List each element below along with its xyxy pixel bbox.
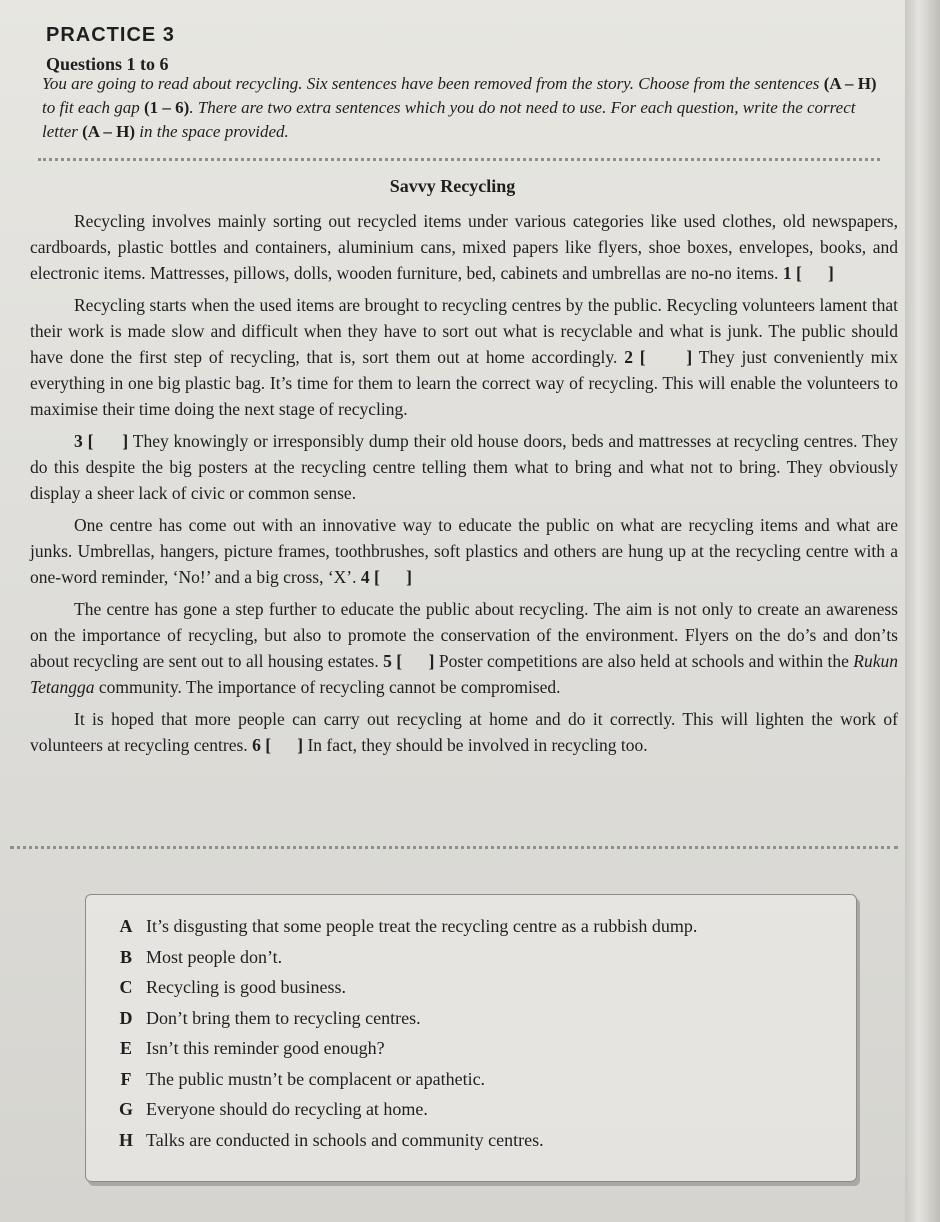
- practice-title: PRACTICE 3: [46, 24, 175, 46]
- paragraph-2-text-a: Recycling starts when the used items are brought to recycling centres by the public. Recycling volunteers lament that their work is made slow and difficult when they have to sort out what is recyclable and what is junk. The public should have done the first step of recycling, that is, sort them out at home accordingly.: [30, 295, 898, 367]
- option-g: [106, 1094, 846, 1125]
- paragraph-3-text: They knowingly or irresponsibly dump their old house doors, beds and mattresses at recycling centres. They do this despite the big posters at the recycling centre telling them what to bring and what not to bring. They obviously display a sheer lack of civic or common sense.: [30, 431, 898, 503]
- top-dotted-divider: [38, 158, 880, 161]
- story-title: Savvy Recycling: [389, 176, 516, 196]
- paragraph-6-text-b: In fact, they should be involved in recycling too.: [303, 735, 648, 755]
- paragraph-4: [30, 512, 898, 590]
- paragraph-2-text-b: They just conveniently mix everything in one big plastic bag. It’s time for them to learn the correct way of recycling. This will enable the volunteers to maximise their time doing the next stage of recycling.: [30, 347, 898, 419]
- option-text: Talks are conducted in schools and community centres.: [146, 1129, 544, 1150]
- options-list: [106, 911, 846, 1155]
- paragraph-3: [30, 428, 898, 506]
- paragraph-5-text-c: community. The importance of recycling cannot be compromised.: [94, 677, 561, 697]
- letter-range-repeat: (A – H): [82, 122, 136, 141]
- option-letter: A: [119, 916, 133, 936]
- option-letter: E: [119, 1038, 132, 1058]
- option-text: Everyone should do recycling at home.: [146, 1099, 428, 1119]
- paragraph-5: [30, 596, 898, 700]
- option-letter: F: [120, 1068, 132, 1089]
- option-f: [106, 1064, 846, 1095]
- options-box: [85, 894, 857, 1182]
- option-letter: H: [118, 1129, 133, 1150]
- option-e: [106, 1033, 846, 1064]
- paragraph-1-text: Recycling involves mainly sorting out recycled items under various categories like used clothes, old newspapers, cardboards, plastic bottles and containers, aluminium cans, mixed papers like flyers, shoe boxes, envelopes, books, and electronic items. Mattresses, pillows, dolls, wooden furniture, bed, cabinets and umbrellas are no-no items.: [30, 211, 898, 283]
- option-text: Recycling is good business.: [146, 977, 346, 997]
- option-text: Most people don’t.: [146, 946, 283, 967]
- gap-4[interactable]: 4 [ ]: [360, 567, 412, 587]
- bottom-dotted-divider: [10, 846, 898, 849]
- gap-5[interactable]: 5 [ ]: [383, 651, 435, 671]
- paragraph-5-text-b: Poster competitions are also held at schools and within the: [434, 651, 854, 671]
- option-letter: D: [119, 1007, 133, 1028]
- rukun-tetangga: Rukun Tetangga: [30, 651, 898, 697]
- letter-range: (A – H): [823, 74, 877, 93]
- gap-1[interactable]: 1 [ ]: [782, 263, 834, 283]
- option-d: [106, 1003, 846, 1034]
- option-b: [106, 942, 846, 973]
- option-letter: G: [118, 1099, 133, 1119]
- instructions: [42, 72, 887, 144]
- instructions-part-4: in the space provided.: [135, 122, 289, 141]
- paragraph-4-text: One centre has come out with an innovative way to educate the public on what are recycling items and what are junks. Umbrellas, hangers, picture frames, toothbrushes, soft plastics and others are hung up at the recycling centre with a one-word reminder, ‘No!’ and a big cross, ‘X’.: [30, 515, 898, 587]
- gap-3[interactable]: 3 [ ]: [74, 431, 129, 451]
- instructions-part-3: . There are two extra sentences which you do not need to use. For each question, write the correct letter: [42, 98, 856, 141]
- option-text: Don’t bring them to recycling centres.: [146, 1007, 421, 1028]
- paragraph-2: [30, 292, 898, 422]
- paragraph-5-text-a: The centre has gone a step further to educate the public about recycling. The aim is not only to create an awareness on the importance of recycling, but also to promote the conservation of the environment. Flyers on the do’s and don’ts about recycling are sent out to all housing estates.: [30, 599, 898, 671]
- paragraph-6-text-a: It is hoped that more people can carry out recycling at home and do it correctly. This will lighten the work of volunteers at recycling centres.: [30, 709, 898, 755]
- option-h: [106, 1125, 846, 1156]
- gap-2[interactable]: 2 [ ]: [624, 347, 693, 367]
- option-letter: C: [119, 977, 133, 997]
- story-body: [30, 208, 898, 764]
- instructions-part-1: You are going to read about recycling. Six sentences have been removed from the story. Choose from the sentences: [42, 74, 824, 93]
- paragraph-6: [30, 706, 898, 758]
- paragraph-1: [30, 208, 898, 286]
- book-spine: [905, 0, 940, 1222]
- option-text: The public mustn’t be complacent or apathetic.: [146, 1068, 486, 1089]
- questions-heading: Questions 1 to 6: [46, 54, 169, 74]
- option-text: Isn’t this reminder good enough?: [146, 1038, 385, 1058]
- instructions-part-2: to fit each gap: [42, 98, 144, 117]
- gap-6[interactable]: 6 [ ]: [252, 735, 304, 755]
- option-a: [106, 911, 846, 942]
- number-range: (1 – 6): [143, 98, 190, 117]
- option-letter: B: [119, 946, 132, 967]
- option-text: It’s disgusting that some people treat the recycling centre as a rubbish dump.: [146, 916, 698, 936]
- option-c: [106, 972, 846, 1003]
